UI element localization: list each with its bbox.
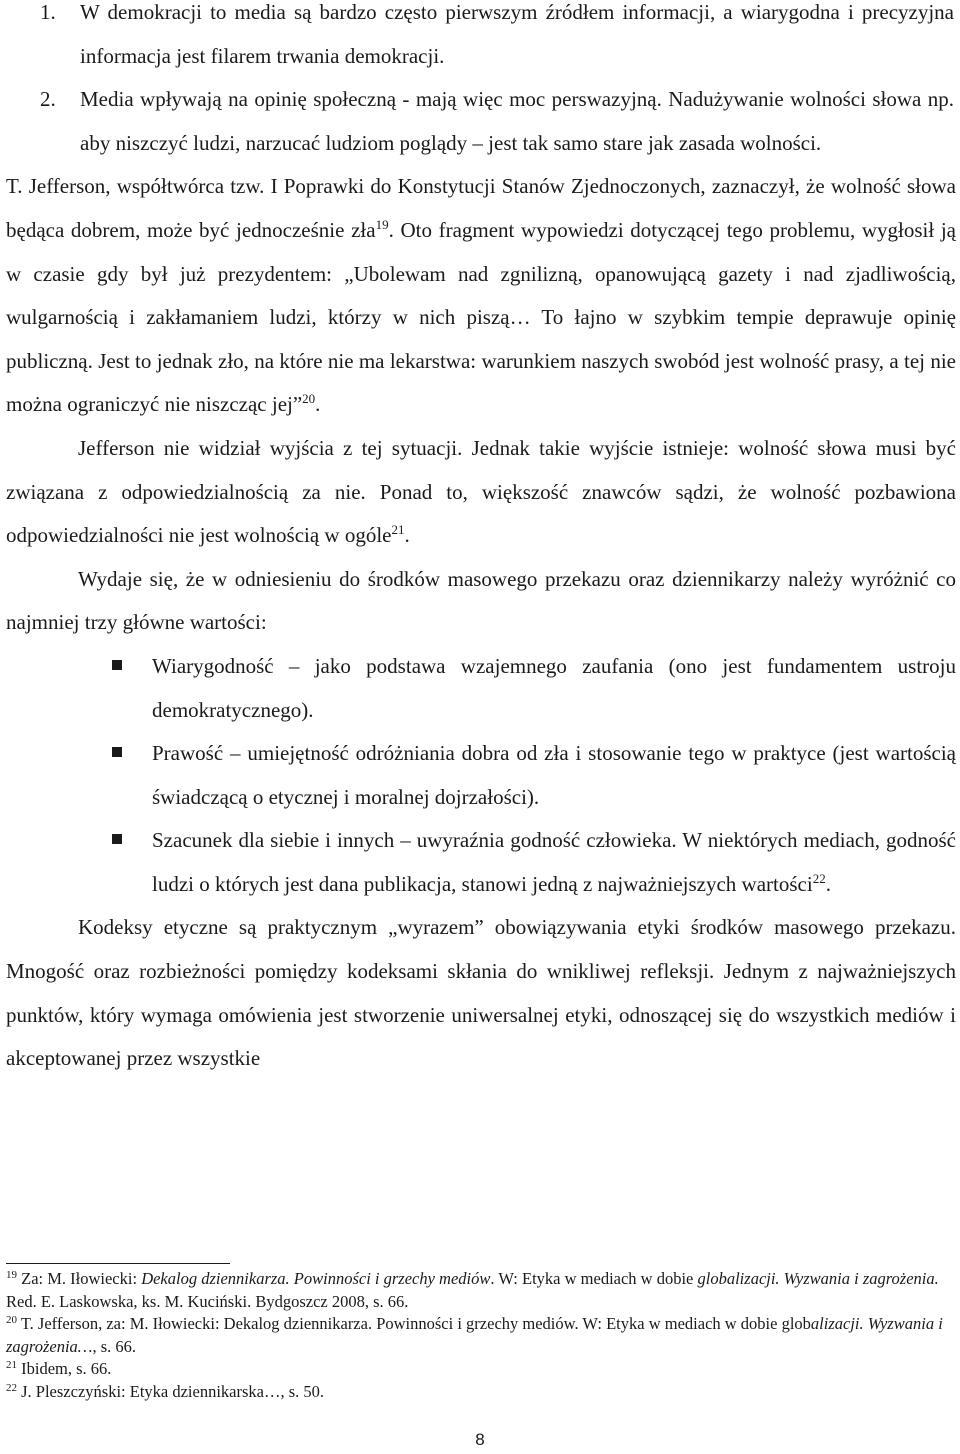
footnote-title: globalizacji. Wyzwania i zagrożenia. (697, 1269, 939, 1288)
item-text: Media wpływają na opinię społeczną - mają więc moc perswazyjną. Nadużywanie wolności słowa np. aby niszczyć ludzi, narzucać ludziom poglądy – jest tak samo stare jak zasada wolności. (80, 87, 954, 155)
paragraph-jefferson (0, 165, 960, 427)
footnote-number: 22 (6, 1381, 17, 1394)
footnote-separator (6, 1263, 230, 1264)
value-text: Prawość – umiejętność odróżniania dobra od zła i stosowanie tego w praktyce (jest wartością świadczącą o etycznej i moralnej dojrzałości). (152, 741, 956, 809)
value-text: Szacunek dla siebie i innych – uwyraźnia godność człowieka. W niektórych mediach, godność ludzi o których jest dana publikacja, stanowi jedną z najważniejszych wartości (152, 828, 956, 896)
value-item-credibility (0, 645, 960, 732)
paragraph-codes (0, 906, 960, 1080)
paragraph-responsibility (0, 427, 960, 558)
values-list (0, 645, 960, 907)
item-number: 1. (40, 0, 56, 24)
paragraph-text: . Oto fragment wypowiedzi dotyczącej tego problemu, wygłosił ją w czasie gdy był już prezydentem: „Ubolewam nad zgnilizną, opanowującą gazety i nad zjadliwością, wulgarnością i zakłamaniem ludzi, którzy w nich piszą… To łajno w szybkim tempie deprawuje opinię publiczną. Jest to jednak zło, na które nie ma lekarstwa: warunkiem naszych swobód jest wolność prasy, a tej nie można ograniczyć nie niszcząc jej” (6, 217, 956, 417)
square-bullet-icon (112, 747, 122, 757)
value-text: Wiarygodność – jako podstawa wzajemnego zaufania (ono jest fundamentem ustroju demokratycznego). (152, 653, 956, 722)
footnote-ref[interactable]: 22 (812, 870, 826, 886)
paragraph-text: T. Jefferson, współtwórca tzw. I Poprawki do Konstytucji Stanów Zjednoczonych, zaznaczył, że wolność słowa będąca dobrem, może być jednocześnie zła (6, 174, 956, 242)
footnote-ref[interactable]: 19 (375, 216, 389, 232)
footnote-19 (6, 1268, 946, 1313)
value-text: . (825, 871, 831, 896)
square-bullet-icon (112, 660, 122, 670)
footnote-text: . W: Etyka w mediach w dobie (490, 1269, 698, 1288)
footnote-number: 21 (6, 1359, 17, 1372)
footnote-title: Dekalog dziennikarza. Powinności i grzechy mediów (141, 1269, 491, 1288)
paragraph-values-intro (0, 558, 960, 645)
value-item-integrity (0, 732, 960, 819)
footnote-title: alizacji. Wyzwania i zagrożenia… (6, 1314, 943, 1356)
footnotes (6, 1268, 946, 1404)
footnote-text: Za: M. Iłowiecki: (21, 1269, 142, 1288)
item-number: 2. (40, 87, 56, 112)
footnote-text: , s. 66. (92, 1336, 137, 1356)
footnote-number: 19 (6, 1269, 17, 1281)
paragraph-text: Jefferson nie widział wyjścia z tej sytuacji. Jednak takie wyjście istnieje: wolność słowa musi być związana z odpowiedzialnością za nie. Ponad to, większość znawców sądzi, że wolność pozbawiona odpowiedzialności nie jest wolnością w ogóle (6, 435, 956, 548)
footnote-ref[interactable]: 21 (391, 522, 405, 538)
footnote-number: 20 (6, 1314, 17, 1327)
footnote-text: T. Jefferson, za: M. Iłowiecki: Dekalog dziennikarza. Powinności i grzechy mediów. W: Etyka w mediach w dobie glob (20, 1314, 811, 1334)
footnote-ref[interactable]: 20 (302, 391, 316, 407)
paragraph-text: . (315, 392, 321, 417)
numbered-item-2 (0, 78, 960, 165)
footnote-text: J. Pleszczyński: Etyka dziennikarska…, s. 50. (21, 1381, 325, 1401)
numbered-item-1 (0, 0, 960, 78)
item-text: W demokracji to media są bardzo często pierwszym źródłem informacji, a wiarygodna i precyzyjna informacja jest filarem trwania demokracji. (80, 0, 954, 68)
footnote-text: Red. E. Laskowska, ks. M. Kuciński. Bydgoszcz 2008, s. 66. (6, 1291, 409, 1311)
page-number: 8 (475, 1430, 485, 1449)
footnote-22 (6, 1381, 946, 1404)
value-item-respect (0, 819, 960, 906)
footnote-text: Ibidem, s. 66. (21, 1359, 112, 1379)
paragraph-text: Wydaje się, że w odniesieniu do środków masowego przekazu oraz dziennikarzy należy wyróżnić co najmniej trzy główne wartości: (6, 566, 956, 635)
paragraph-text: . (404, 523, 410, 548)
footnote-20 (6, 1313, 946, 1358)
square-bullet-icon (112, 834, 122, 844)
footnote-21 (6, 1358, 946, 1381)
paragraph-text: Kodeksy etyczne są praktycznym „wyrazem” obowiązywania etyki środków masowego przekazu. Mnogość oraz rozbieżności pomiędzy kodeksami skłania do wnikliwej refleksji. Jednym z najważniejszych punktów, który wymaga omówienia jest stworzenie uniwersalnej etyki, odnoszącej się do wszystkich mediów i akceptowanej przez wszystkie (6, 915, 956, 1071)
